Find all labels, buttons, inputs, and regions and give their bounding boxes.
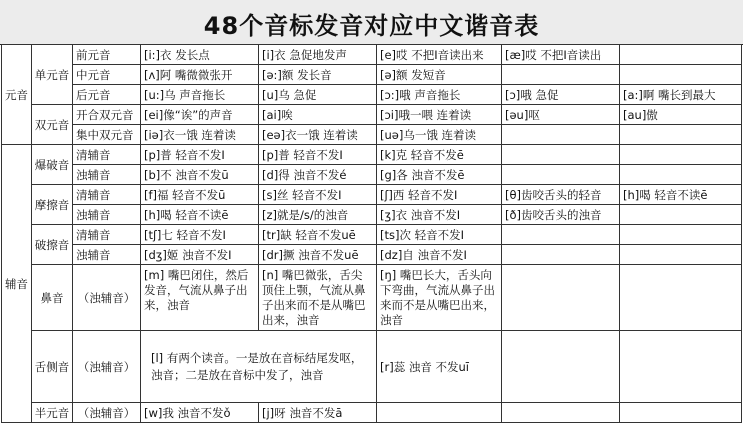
empty-cell: [620, 205, 742, 225]
empty-cell: [377, 403, 502, 423]
table-cell: [h]喝 轻音不读ē: [620, 185, 742, 205]
phonetic-table: [1, 44, 742, 423]
table-cell: [dz]自 浊音不发I: [377, 245, 502, 265]
empty-cell: [502, 125, 620, 145]
table-cell: [dʒ]姬 浊音不发I: [141, 245, 259, 265]
table-cell: [ə]额 发短音: [377, 65, 502, 85]
voiced-label: 浊辅音: [73, 165, 141, 185]
table-cell: [u]乌 急促: [259, 85, 377, 105]
voiced-note: （浊辅音）: [73, 331, 141, 403]
table-cell: [ð]齿咬舌头的浊音: [502, 205, 620, 225]
table-cell: [w]我 浊音不发ǒ: [141, 403, 259, 423]
table-cell: [dr]撅 浊音不发uē: [259, 245, 377, 265]
mid-vowel-label: 中元音: [73, 65, 141, 85]
voiced-label: 浊辅音: [73, 205, 141, 225]
table-cell: [z]就是/s/的浊音: [259, 205, 377, 225]
table-cell: [ei]像“诶”的声音: [141, 105, 259, 125]
table-cell: [æ]哎 不把I音读出: [502, 45, 620, 65]
fricative-label: 摩擦音: [32, 185, 73, 225]
empty-cell: [620, 145, 742, 165]
plosive-label: 爆破音: [32, 145, 73, 185]
table-cell: [ɔ:]哦 声音拖长: [377, 85, 502, 105]
table-cell: [ʒ]衣 浊音不发I: [377, 205, 502, 225]
table-cell: [tr]缺 轻音不发uē: [259, 225, 377, 245]
lateral-l-cell: [l] 有两个读音。一是放在音标结尾发呕，浊音；二是放在音标中发了，浊音: [141, 331, 377, 403]
voiceless-label: 清辅音: [73, 225, 141, 245]
front-vowel-label: 前元音: [73, 45, 141, 65]
table-cell: [ai]唉: [259, 105, 377, 125]
table-cell: [ʃ]西 轻音不发I: [377, 185, 502, 205]
lateral-label: 舌侧音: [32, 331, 73, 403]
table-cell: [a:]啊 嘴长到最大: [620, 85, 742, 105]
table-cell: [ɔ]哦 急促: [502, 85, 620, 105]
voiceless-label: 清辅音: [73, 185, 141, 205]
title-bar: [0, 0, 743, 45]
voiceless-label: 清辅音: [73, 145, 141, 165]
table-cell: [b]不 浊音不发ū: [141, 165, 259, 185]
table-cell: [e]哎 不把I音读出来: [377, 45, 502, 65]
table-cell: [ə:]额 发长音: [259, 65, 377, 85]
table-cell: [eə]衣一饿 连着读: [259, 125, 377, 145]
empty-cell: [620, 265, 742, 331]
empty-cell: [502, 65, 620, 85]
table-cell: [ts]次 轻音不发I: [377, 225, 502, 245]
table-cell: [d]得 浊音不发é: [259, 165, 377, 185]
nasal-n-cell: [n] 嘴巴微张，舌尖顶住上颚，气流从鼻子出来而不是从嘴巴出来，浊音: [259, 265, 377, 331]
table-cell: [iə]衣一饿 连着读: [141, 125, 259, 145]
single-vowels-label: 单元音: [32, 45, 73, 105]
empty-cell: [502, 403, 620, 423]
empty-cell: [502, 265, 620, 331]
table-cell: [s]丝 轻音不发I: [259, 185, 377, 205]
empty-cell: [620, 331, 742, 403]
empty-cell: [502, 331, 620, 403]
table-cell: [uə]乌一饿 连着读: [377, 125, 502, 145]
table-cell: [g]各 浊音不发ē: [377, 165, 502, 185]
table-cell: [f]福 轻音不发ū: [141, 185, 259, 205]
voiced-label: 浊辅音: [73, 245, 141, 265]
table-cell: [i]衣 急促地发声: [259, 45, 377, 65]
lateral-r-cell: [r]蕊 浊音 不发uī: [377, 331, 502, 403]
empty-cell: [502, 245, 620, 265]
empty-cell: [620, 125, 742, 145]
table-cell: [əu]呕: [502, 105, 620, 125]
nasal-m-cell: [m] 嘴巴闭住，然后发音，气流从鼻子出来，浊音: [141, 265, 259, 331]
semivowel-label: 半元音: [32, 403, 73, 423]
table-cell: [ʌ]阿 嘴微微张开: [141, 65, 259, 85]
empty-cell: [620, 45, 742, 65]
empty-cell: [620, 165, 742, 185]
empty-cell: [620, 245, 742, 265]
table-cell: [i:]衣 发长点: [141, 45, 259, 65]
group-consonants: 辅音: [2, 145, 32, 423]
nasal-label: 鼻音: [32, 265, 73, 331]
group-vowels: 元音: [2, 45, 32, 145]
empty-cell: [502, 225, 620, 245]
table-cell: [k]克 轻音不发ē: [377, 145, 502, 165]
voiced-note: （浊辅音）: [73, 403, 141, 423]
table-cell: [j]呀 浊音不发ā: [259, 403, 377, 423]
table-cell: [ɔi]哦一喂 连着读: [377, 105, 502, 125]
table-cell: [h]喝 轻音不读ē: [141, 205, 259, 225]
empty-cell: [502, 165, 620, 185]
double-vowels-label: 双元音: [32, 105, 73, 145]
voiced-note: （浊辅音）: [73, 265, 141, 331]
affricate-label: 破擦音: [32, 225, 73, 265]
empty-cell: [620, 403, 742, 423]
table-cell: [p]普 轻音不发I: [259, 145, 377, 165]
page-title: 48个音标发音对应中文谐音表: [203, 12, 540, 40]
table-cell: [p]普 轻音不发I: [141, 145, 259, 165]
table-cell: [au]傲: [620, 105, 742, 125]
open-diphthong-label: 开合双元音: [73, 105, 141, 125]
empty-cell: [620, 225, 742, 245]
table-cell: [tʃ]七 轻音不发I: [141, 225, 259, 245]
empty-cell: [502, 145, 620, 165]
nasal-ng-cell: [ŋ] 嘴巴长大，舌头向下弯曲，气流从鼻子出来而不是从嘴巴出来，浊音: [377, 265, 502, 331]
empty-cell: [620, 65, 742, 85]
table-cell: [θ]齿咬舌头的轻音: [502, 185, 620, 205]
table-cell: [u:]乌 声音拖长: [141, 85, 259, 105]
back-vowel-label: 后元音: [73, 85, 141, 105]
centering-diphthong-label: 集中双元音: [73, 125, 141, 145]
